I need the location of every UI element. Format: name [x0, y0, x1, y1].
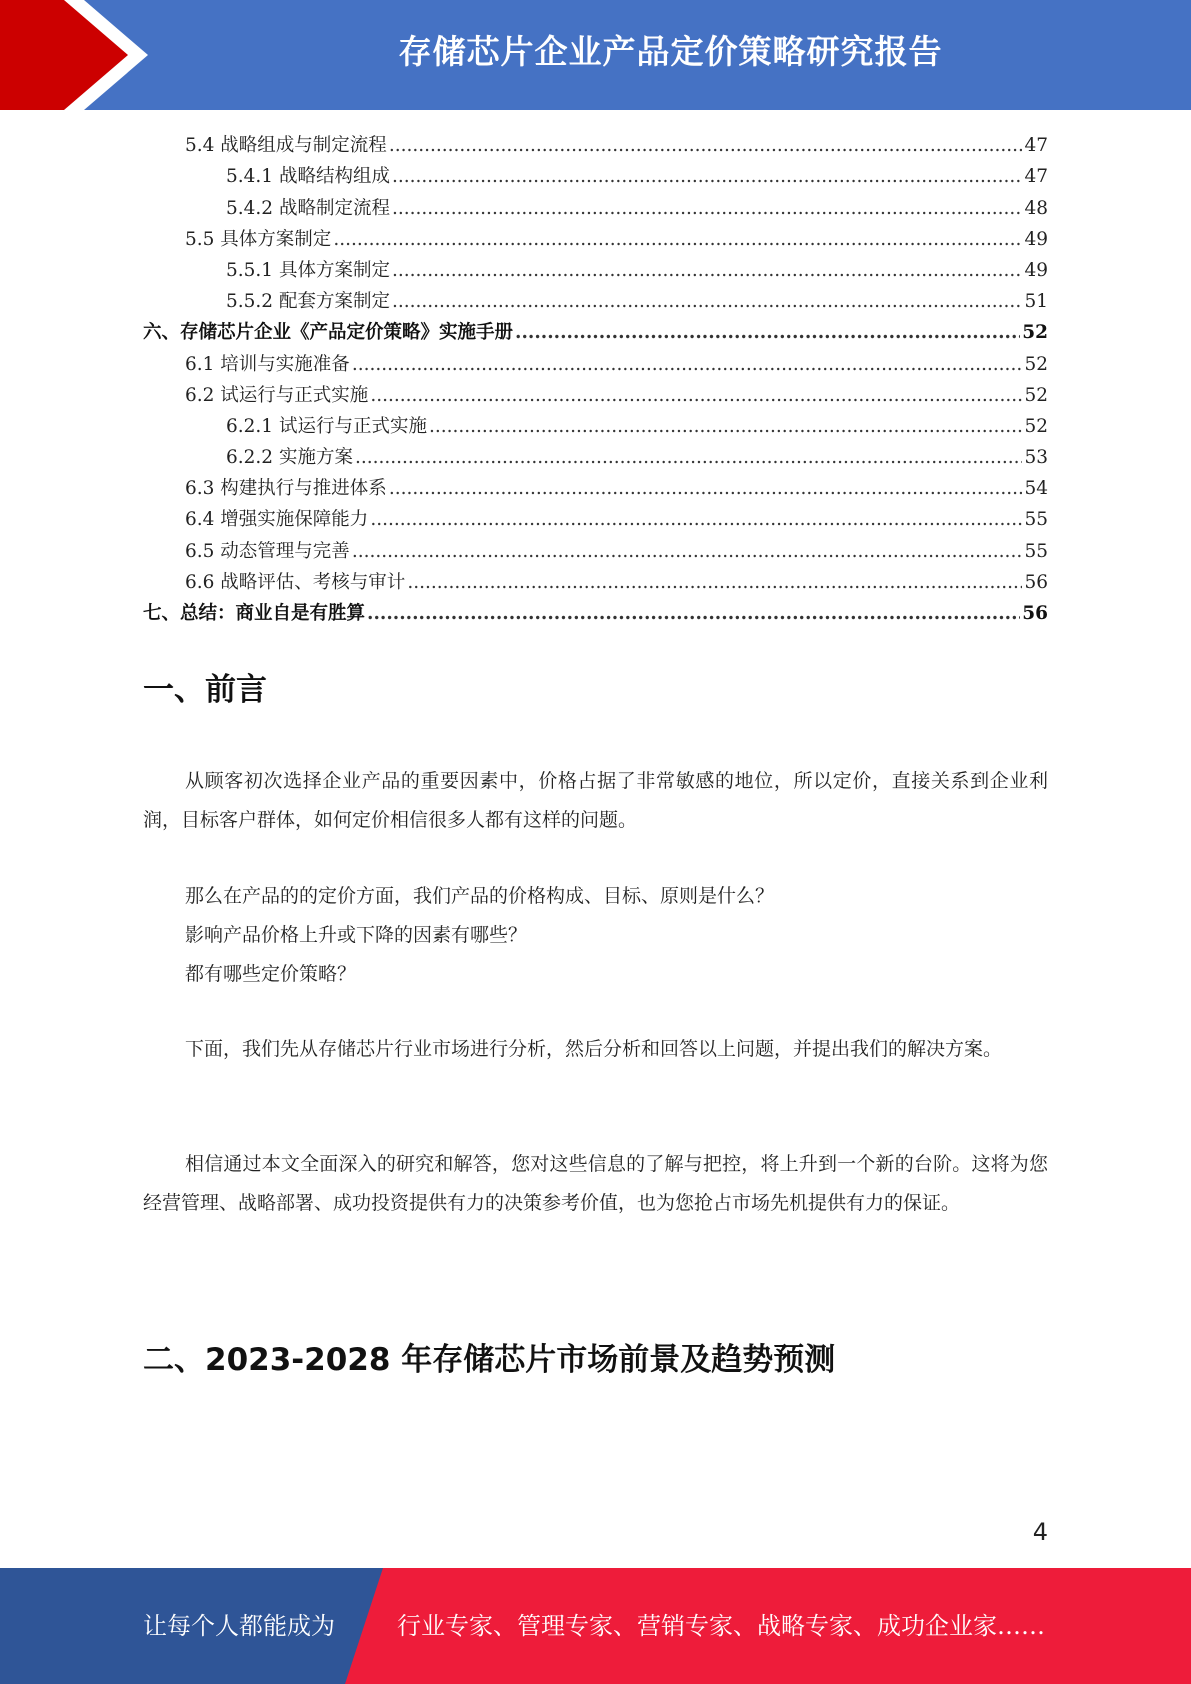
toc-entry[interactable] — [143, 378, 1048, 409]
section-heading-market-forecast: 二、2023-2028 年存储芯片市场前景及趋势预测 — [143, 1342, 836, 1378]
toc-entry-label: 5.5.2 配套方案制定 — [226, 291, 390, 313]
toc-leader-dots — [370, 507, 1022, 533]
toc-entry-label: 6.2.1 试运行与正式实施 — [226, 415, 427, 437]
footer-slogan-left: 让每个人都能成为 — [143, 1612, 335, 1640]
toc-entry-page: 53 — [1024, 447, 1048, 469]
toc-leader-dots — [352, 352, 1023, 378]
toc-leader-dots — [389, 133, 1023, 159]
toc-leader-dots — [392, 196, 1022, 222]
toc-leader-dots — [333, 227, 1022, 253]
toc-entry-label: 6.5 动态管理与完善 — [185, 540, 350, 562]
toc-entry-page: 49 — [1024, 259, 1048, 281]
toc-entry-label: 6.1 培训与实施准备 — [185, 353, 350, 375]
toc-entry[interactable] — [143, 346, 1048, 377]
toc-leader-dots — [370, 383, 1022, 409]
toc-entry-label: 5.5.1 具体方案制定 — [226, 259, 390, 281]
toc-entry[interactable] — [143, 596, 1048, 627]
page-header — [0, 0, 1191, 110]
header-arrow-icon — [0, 0, 170, 110]
toc-entry-label: 6.3 构建执行与推进体系 — [185, 478, 387, 500]
toc-entry-label: 5.5 具体方案制定 — [185, 228, 332, 250]
preface-paragraph-3: 相信通过本文全面深入的研究和解答，您对这些信息的了解与把控，将上升到一个新的台阶。这将为您经营管理、战略部署、成功投资提供有力的决策参考价值，也为您抢占市场先机提供有力的保证。 — [143, 1153, 1048, 1214]
toc-leader-dots — [392, 164, 1022, 190]
toc-entry[interactable] — [143, 409, 1048, 440]
toc-entry-page: 47 — [1024, 166, 1048, 188]
toc-entry-page: 54 — [1024, 478, 1048, 500]
toc-entry[interactable] — [143, 440, 1048, 471]
toc-leader-dots — [367, 601, 1020, 627]
toc-entry-label: 6.6 战略评估、考核与审计 — [185, 571, 406, 593]
toc-leader-dots — [515, 320, 1020, 346]
toc-entry[interactable] — [143, 502, 1048, 533]
toc-entry[interactable] — [143, 565, 1048, 596]
toc-entry-page: 52 — [1024, 384, 1048, 406]
toc-entry[interactable] — [143, 159, 1048, 190]
toc-entry-page: 56 — [1024, 571, 1048, 593]
toc-entry-page: 55 — [1024, 509, 1048, 531]
table-of-contents — [143, 128, 1048, 627]
toc-entry-page: 47 — [1024, 135, 1048, 157]
toc-leader-dots — [429, 414, 1022, 440]
toc-leader-dots — [355, 445, 1023, 471]
preface-paragraph-2: 下面，我们先从存储芯片行业市场进行分析，然后分析和回答以上问题，并提出我们的解决方案。 — [185, 1038, 1003, 1060]
toc-entry[interactable] — [143, 190, 1048, 221]
toc-entry-label: 5.4.2 战略制定流程 — [226, 197, 390, 219]
toc-entry-label: 5.4.1 战略结构组成 — [226, 166, 390, 188]
toc-entry[interactable] — [143, 253, 1048, 284]
toc-entry-page: 52 — [1024, 353, 1048, 375]
toc-entry-label: 六、存储芯片企业《产品定价策略》实施手册 — [143, 322, 514, 344]
toc-entry[interactable] — [143, 471, 1048, 502]
page-footer — [0, 1568, 1191, 1684]
toc-leader-dots — [392, 258, 1022, 284]
toc-entry-label: 5.4 战略组成与制定流程 — [185, 135, 387, 157]
toc-entry[interactable] — [143, 284, 1048, 315]
preface-paragraph-1: 从顾客初次选择企业产品的重要因素中，价格占据了非常敏感的地位，所以定价，直接关系到企业利润，目标客户群体，如何定价相信很多人都有这样的问题。 — [143, 770, 1048, 831]
preface-question-3: 都有哪些定价策略？ — [185, 963, 357, 985]
toc-entry-page: 49 — [1024, 228, 1048, 250]
toc-entry-label: 6.2.2 实施方案 — [226, 447, 353, 469]
toc-leader-dots — [352, 539, 1023, 565]
toc-leader-dots — [389, 476, 1023, 502]
toc-entry-label: 七、总结：商业自是有胜算 — [143, 603, 366, 624]
preface-question-1: 那么在产品的的定价方面，我们产品的价格构成、目标、原则是什么？ — [185, 885, 775, 907]
toc-entry-label: 6.2 试运行与正式实施 — [185, 384, 369, 406]
toc-entry-label: 6.4 增强实施保障能力 — [185, 509, 369, 531]
footer-slogan-right: 行业专家、管理专家、营销专家、战略专家、成功企业家…… — [397, 1612, 1045, 1640]
preface-question-2: 影响产品价格上升或下降的因素有哪些？ — [185, 924, 528, 946]
page-number: 4 — [1032, 1518, 1048, 1546]
toc-entry-page: 48 — [1024, 197, 1048, 219]
toc-leader-dots — [407, 570, 1022, 596]
toc-entry[interactable] — [143, 533, 1048, 564]
toc-leader-dots — [392, 289, 1022, 315]
toc-entry[interactable] — [143, 128, 1048, 159]
toc-entry-page: 52 — [1022, 322, 1048, 344]
report-title: 存储芯片企业产品定价策略研究报告 — [398, 32, 943, 71]
toc-entry-page: 52 — [1024, 415, 1048, 437]
toc-entry[interactable] — [143, 315, 1048, 346]
toc-entry-page: 55 — [1024, 540, 1048, 562]
toc-entry-page: 51 — [1024, 291, 1048, 313]
toc-entry[interactable] — [143, 222, 1048, 253]
toc-entry-page: 56 — [1022, 603, 1048, 624]
section-heading-preface: 一、前言 — [143, 672, 267, 708]
